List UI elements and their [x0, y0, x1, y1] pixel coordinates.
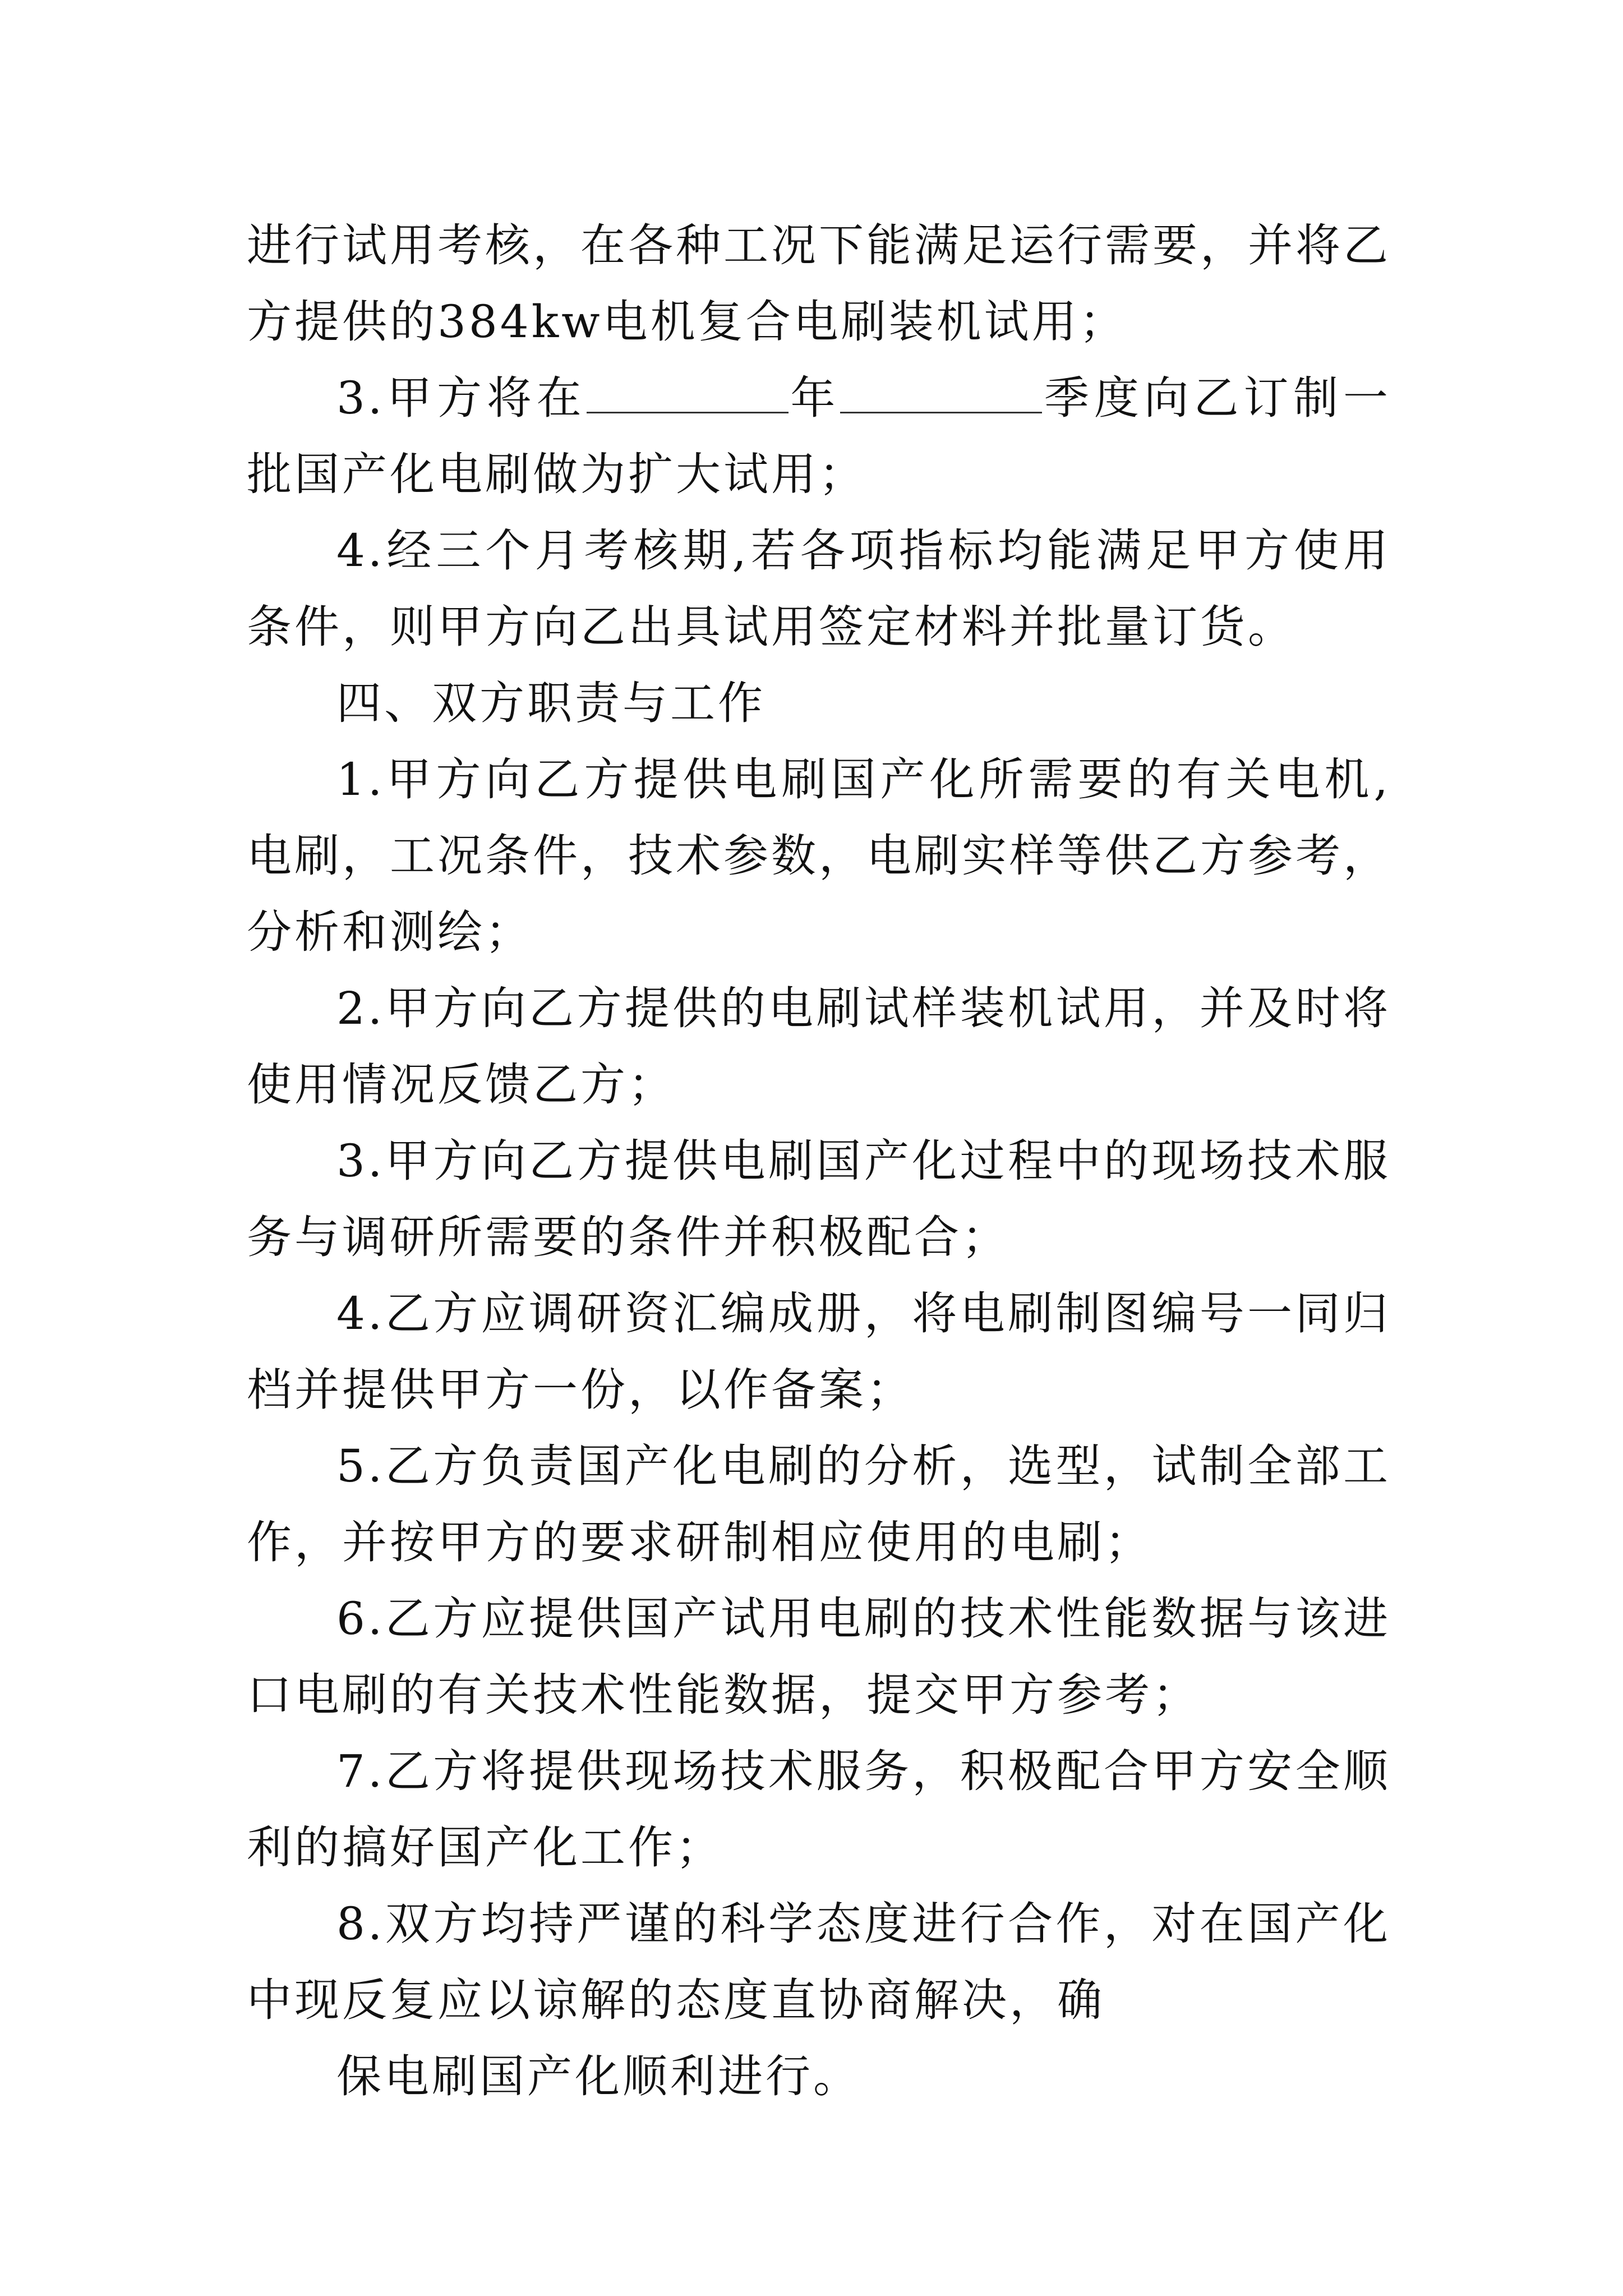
order-suffix-text: 季度向乙订制一批国产化电刷做为扩大试用； [247, 372, 1391, 500]
section-heading-duties: 四、双方职责与工作 [336, 677, 766, 729]
document-body [247, 208, 1391, 2115]
paragraph-duty-7: 7.乙方将提供现场技术服务，积极配合甲方安全顺利的搞好国产化工作； [247, 1745, 1391, 1874]
paragraph-duty-2: 2.甲方向乙方提供的电刷试样装机试用，并及时将使用情况反馈乙方； [247, 982, 1391, 1111]
order-prefix-text: 3.甲方将在 [336, 372, 587, 424]
paragraph-duty-3: 3.甲方向乙方提供电刷国产化过程中的现场技术服务与调研所需要的条件并积极配合； [247, 1135, 1391, 1263]
paragraph-duty-6: 6.乙方应提供国产试用电刷的技术性能数据与该进口电刷的有关技术性能数据，提交甲方参考； [247, 1593, 1391, 1721]
paragraph-assessment-period: 4.经三个月考核期,若各项指标均能满足甲方使用条件，则甲方向乙出具试用签定材料并批量订货。 [247, 524, 1391, 653]
paragraph-duty-5: 5.乙方负责国产化电刷的分析，选型，试制全部工作，并按甲方的要求研制相应使用的电刷； [247, 1440, 1391, 1568]
quarter-blank-field[interactable] [840, 372, 1042, 413]
paragraph-duty-4: 4.乙方应调研资汇编成册，将电刷制图编号一同归档并提供甲方一份，以作备案； [247, 1287, 1391, 1416]
paragraph-order-quarter [247, 360, 1391, 513]
paragraph-duty-1: 1.甲方向乙方提供电刷国产化所需要的有关电机,电刷，工况条件，技术参数，电刷实样等供乙方参考，分析和测绘； [247, 753, 1391, 958]
paragraph-duty-8: 8.双方均持严谨的科学态度进行合作，对在国产化中现反复应以谅解的态度直协商解决，确 [247, 1898, 1391, 2026]
year-blank-field[interactable] [587, 372, 789, 413]
paragraph-closing: 保电刷国产化顺利进行。 [336, 2050, 861, 2102]
paragraph-trial-assessment: 进行试用考核，在各种工况下能满足运行需要，并将乙方提供的384kw电机复合电刷装机试用； [247, 219, 1391, 348]
order-middle-text: 年 [788, 372, 841, 424]
